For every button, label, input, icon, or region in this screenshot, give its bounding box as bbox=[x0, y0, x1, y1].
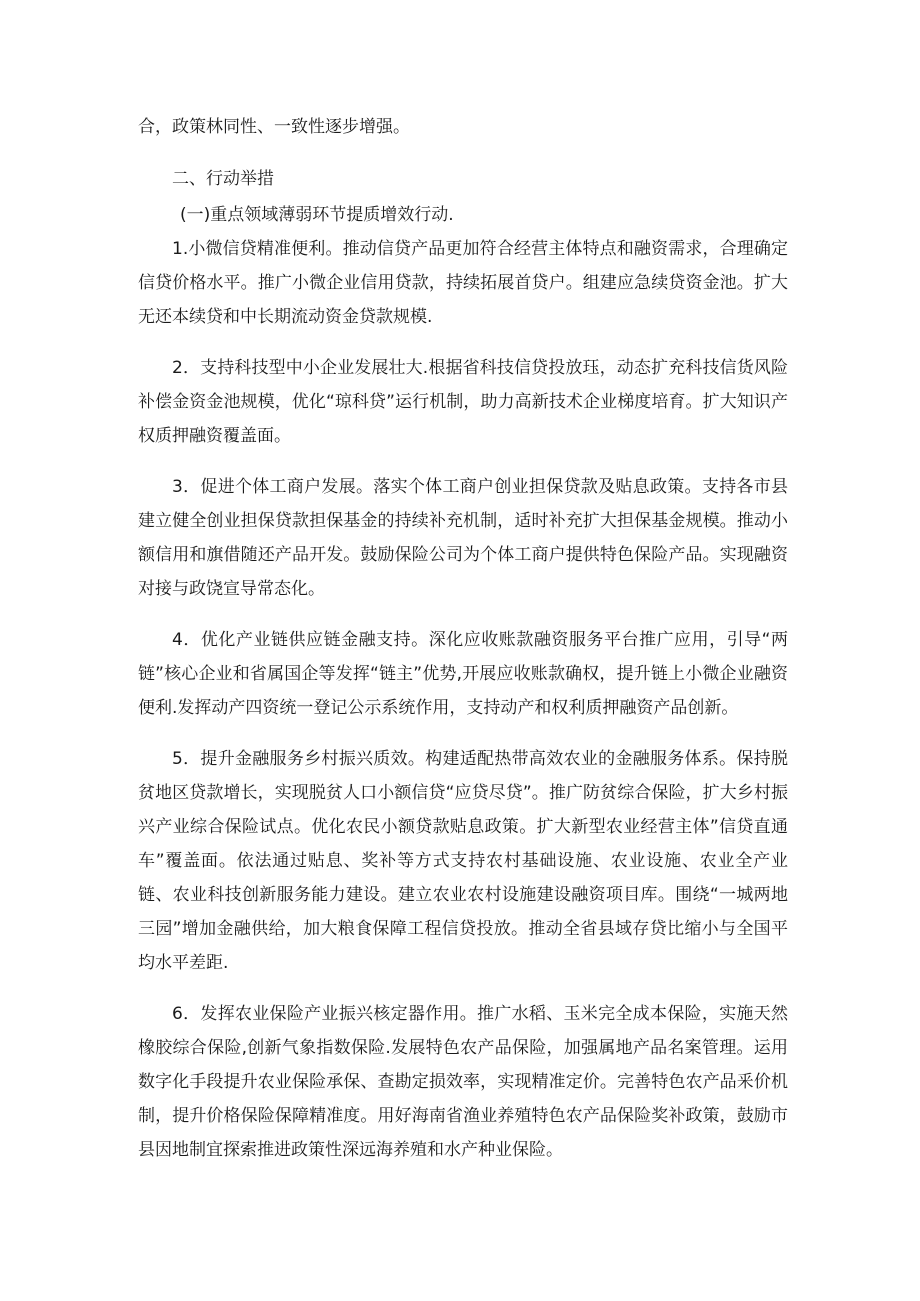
paragraph-item-3: 3．促进个体工商户发展。落实个体工商户创业担保贷款及贴息政策。支持各市县建立健全创业担保贷款担保基金的持续补充机制，适时补充扩大担保基金规模。推动小额信用和旗借随还产品开发。鼓励保险公司为个体工商户提供特色保险产品。实现融资对接与政饶宣导常态化。 bbox=[138, 477, 788, 599]
paragraph-item-5: 5．提升金融服务乡村振兴质效。构建适配热带高效农业的金融服务体系。保持脱贫地区贷款增长，实现脱贫人口小额信贷“应贷尽贷”。推广防贫综合保险，扩大乡村振兴产业综合保险试点。优化农民小额贷款贴息政策。扩大新型农业经营主体”信贷直通车”覆盖面。依法通过贴息、奖补等方式支持农村基础设施、农业设施、农业全产业链、农业科技创新服务能力建设。建立农业农村设施建设融资项目库。围绕“一城两地三园”增加金融供给，加大粮食保障工程信贷投放。推动全省县域存贷比缩小与全国平均水平差距. bbox=[138, 749, 788, 973]
paragraph-continuation: 合，政策林同性、一致性逐步增强。 bbox=[138, 117, 410, 137]
paragraph-item-4: 4．优化产业链供应链金融支持。深化应收账款融资服务平台推广应用，引导“两链”核心企业和省属国企等发挥“链主”优势,开展应收账款确权，提升链上小微企业融资便利.发挥动产四资统一登记公示系统作用，支持动产和权利质押融资产品创新。 bbox=[138, 630, 788, 718]
document-body bbox=[138, 110, 788, 1167]
paragraph-item-1: 1.小微信贷精准便利。推动信贷产品更加符合经营主体特点和融资需求，合理确定信贷价格水平。推广小微企业信用贷款，持续拓展首贷户。组建应急续贷资金池。扩大无还本续贷和中长期流动资金贷款规模. bbox=[138, 239, 788, 327]
paragraph-item-6: 6．发挥农业保险产业振兴核定器作用。推广水稻、玉米完全成本保险，实施天然橡胶综合保险,创新气象指数保险.发展特色农产品保险，加强属地产品名案管理。运用数字化手段提升农业保险承保、查勘定损效率，实现精准定价。完善特色农产品釆价机制，提升价格保险保障精准度。用好海南省渔业养殖特色农产品保险奖补政策，鼓励市县因地制宜探索推进政策性深远海养殖和水产种业保险。 bbox=[138, 1004, 788, 1160]
subsection-heading: (一)重点领域薄弱环节提质增效行动. bbox=[180, 205, 454, 225]
paragraph-item-2: 2．支持科技型中小企业发展壮大.根据省科技信贷投放珏，动态扩充科技信货风险补偿金资金池规模，优化“琼科贷”运行机制，助力高新技术企业梯度培育。扩大知识产权质押融资覆盖面。 bbox=[138, 358, 788, 446]
section-heading: 二、行动举措 bbox=[172, 169, 274, 189]
